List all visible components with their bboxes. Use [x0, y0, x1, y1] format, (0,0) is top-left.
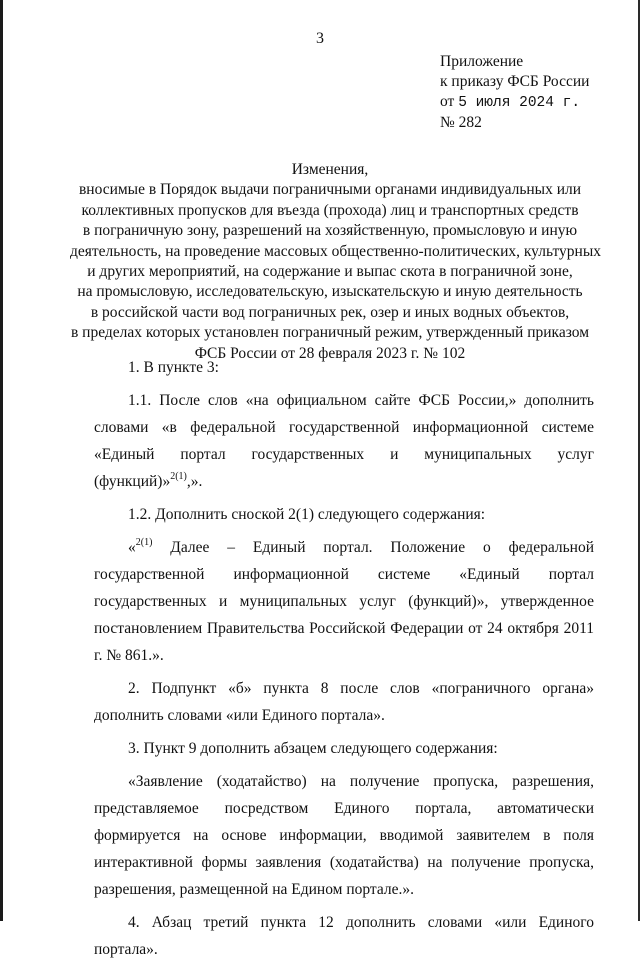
footnote-text — [94, 534, 594, 669]
appendix-date-prefix: от — [440, 93, 459, 110]
item-1-1-text: 1.1. После слов «на официальном сайте ФСБ России,» дополнить словами «в федеральной государственной информационной системе «Единый портал государственных и муниципальных услуг (функций)» — [94, 392, 594, 490]
appendix-line-1: Приложение — [440, 53, 524, 70]
title-line-1: Изменения, — [291, 161, 369, 178]
appendix-date: 5 июля 2024 г. — [458, 95, 581, 111]
appendix-number: 282 — [458, 114, 482, 131]
item-2: 2. Подпункт «б» пункта 8 после слов «пограничного органа» дополнить словами «или Единого портала». — [94, 680, 594, 724]
title-line-4: в пограничную зону, разрешений на хозяйственную, промысловую и иную — [82, 222, 578, 240]
title-line-5: деятельность, на проведение массовых общественно-политических, культурных — [70, 242, 601, 260]
title-line-7: на промысловую, исследовательскую, изыскательскую и иную деятельность — [77, 283, 583, 301]
title-line-8: в российской части вод пограничных рек, озер и иных водных объектов, — [90, 303, 570, 321]
appendix-block — [440, 52, 589, 133]
item-4: 4. Абзац третий пункта 12 дополнить словами «или Единого портала». — [94, 914, 594, 958]
item-3-quote: «Заявление (ходатайство) на получение пропуска, разрешения, представляемое посредством Единого портала, автоматически формируется на основе информации, вводимой заявителем в поля интерактивной формы заявления (ходатайства) на получение пропуска, разрешения, размещенной на Едином портале.». — [94, 773, 594, 898]
footnote-body: Далее – Единый портал. Положение о федеральной государственной информационной системе «Единый портал государственных и муниципальных услуг (функций)», утвержденное постановлением Правительства Российской Федерации от 24 октября 2011 г. № 861.». — [94, 539, 594, 664]
appendix-line-2: к приказу ФСБ России — [440, 73, 590, 90]
item-1-1-footnote-ref: 2(1) — [170, 470, 187, 482]
footnote-marker: 2(1) — [135, 536, 153, 548]
scan-edge-left — [0, 0, 3, 921]
appendix-date-line — [440, 92, 589, 113]
document-body — [94, 354, 594, 963]
page-number: 3 — [316, 30, 324, 47]
document-title — [70, 160, 601, 364]
appendix-number-line — [440, 113, 589, 133]
item-1-1 — [94, 387, 594, 495]
title-line-2: вносимые в Порядок выдачи пограничными органами индивидуальных или — [78, 181, 582, 199]
item-1-2: 1.2. Дополнить сноской 2(1) следующего содержания: — [128, 506, 486, 523]
title-line-3: коллективных пропусков для въезда (прохода) лиц и транспортных средств — [81, 201, 579, 219]
footnote-open-quote: « — [128, 539, 136, 556]
appendix-number-prefix: № — [440, 114, 459, 131]
item-1: 1. В пункте 3: — [128, 359, 219, 376]
title-line-10: ФСБ России от 28 февраля 2023 г. № 102 — [194, 344, 466, 362]
title-line-9: в пределах которых установлен пограничный режим, утвержденный приказом — [70, 324, 590, 342]
item-3: 3. Пункт 9 дополнить абзацем следующего содержания: — [128, 740, 498, 757]
item-1-1-end: ,». — [186, 473, 203, 490]
title-line-6: и других мероприятий, на содержание и выпас скота в пограничной зоне, — [87, 263, 573, 281]
